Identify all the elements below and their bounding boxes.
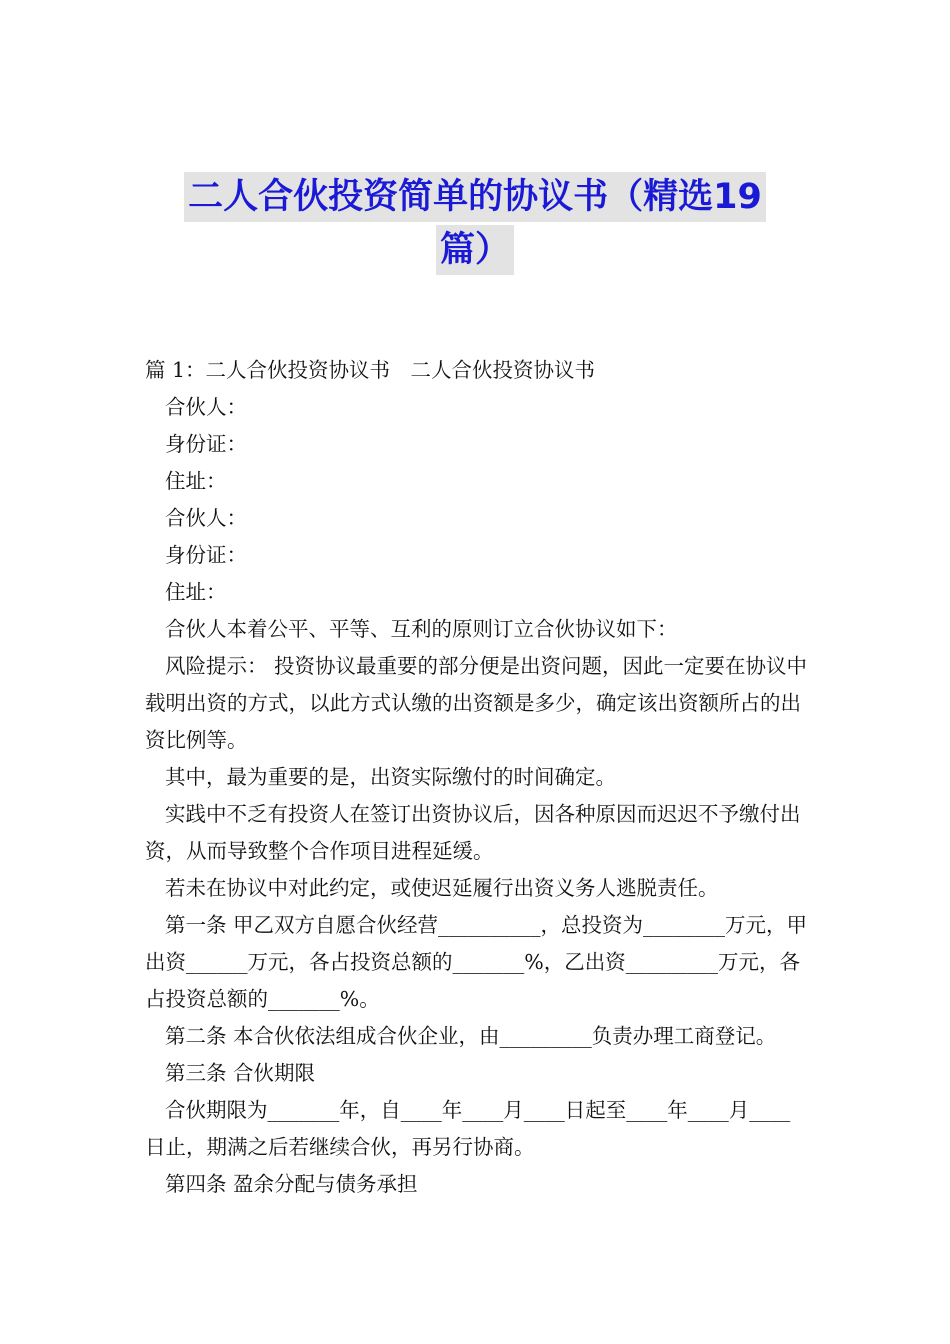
paragraph-practice: 实践中不乏有投资人在签订出资协议后，因各种原因而迟迟不予缴付出资，从而导致整个合作项目进程延缓。 (145, 802, 801, 863)
paragraph-principle: 合伙人本着公平、平等、互利的原则订立合伙协议如下： (165, 617, 678, 641)
paragraph-address-1: 住址： (165, 469, 227, 493)
article-3-term: 合伙期限为_______年，自____年____月____日起至____年____月____日止，期满之后若继续合伙，再另行协商。 (145, 1098, 791, 1159)
paragraph-id-2: 身份证： (165, 543, 247, 567)
paragraph-liability: 若未在协议中对此约定，或使迟延履行出资义务人逃脱责任。 (165, 876, 719, 900)
paragraph-payment-time: 其中，最为重要的是，出资实际缴付的时间确定。 (165, 765, 616, 789)
paragraph-partner-2: 合伙人： (165, 506, 247, 530)
article-2: 第二条 本合伙依法组成合伙企业，由_________负责办理工商登记。 (165, 1024, 777, 1048)
article-1: 第一条 甲乙双方自愿合伙经营__________，总投资为________万元，甲出资______万元，各占投资总额的_______%，乙出资_________万元，各占投资总额的_______%。 (145, 913, 808, 1011)
section-heading: 篇 1：二人合伙投资协议书 二人合伙投资协议书 (145, 358, 596, 382)
paragraph-partner-1: 合伙人： (165, 395, 247, 419)
paragraph-id-1: 身份证： (165, 432, 247, 456)
title-line-2: 篇） (436, 225, 514, 275)
document-body (145, 352, 810, 1203)
document-title (0, 172, 950, 275)
article-3-heading: 第三条 合伙期限 (165, 1061, 316, 1085)
title-line-1: 二人合伙投资简单的协议书（精选19 (184, 172, 766, 222)
paragraph-address-2: 住址： (165, 580, 227, 604)
article-4-heading: 第四条 盈余分配与债务承担 (165, 1172, 418, 1196)
paragraph-risk-notice: 风险提示： 投资协议最重要的部分便是出资问题，因此一定要在协议中载明出资的方式，以此方式认缴的出资额是多少，确定该出资额所占的出资比例等。 (145, 654, 808, 752)
